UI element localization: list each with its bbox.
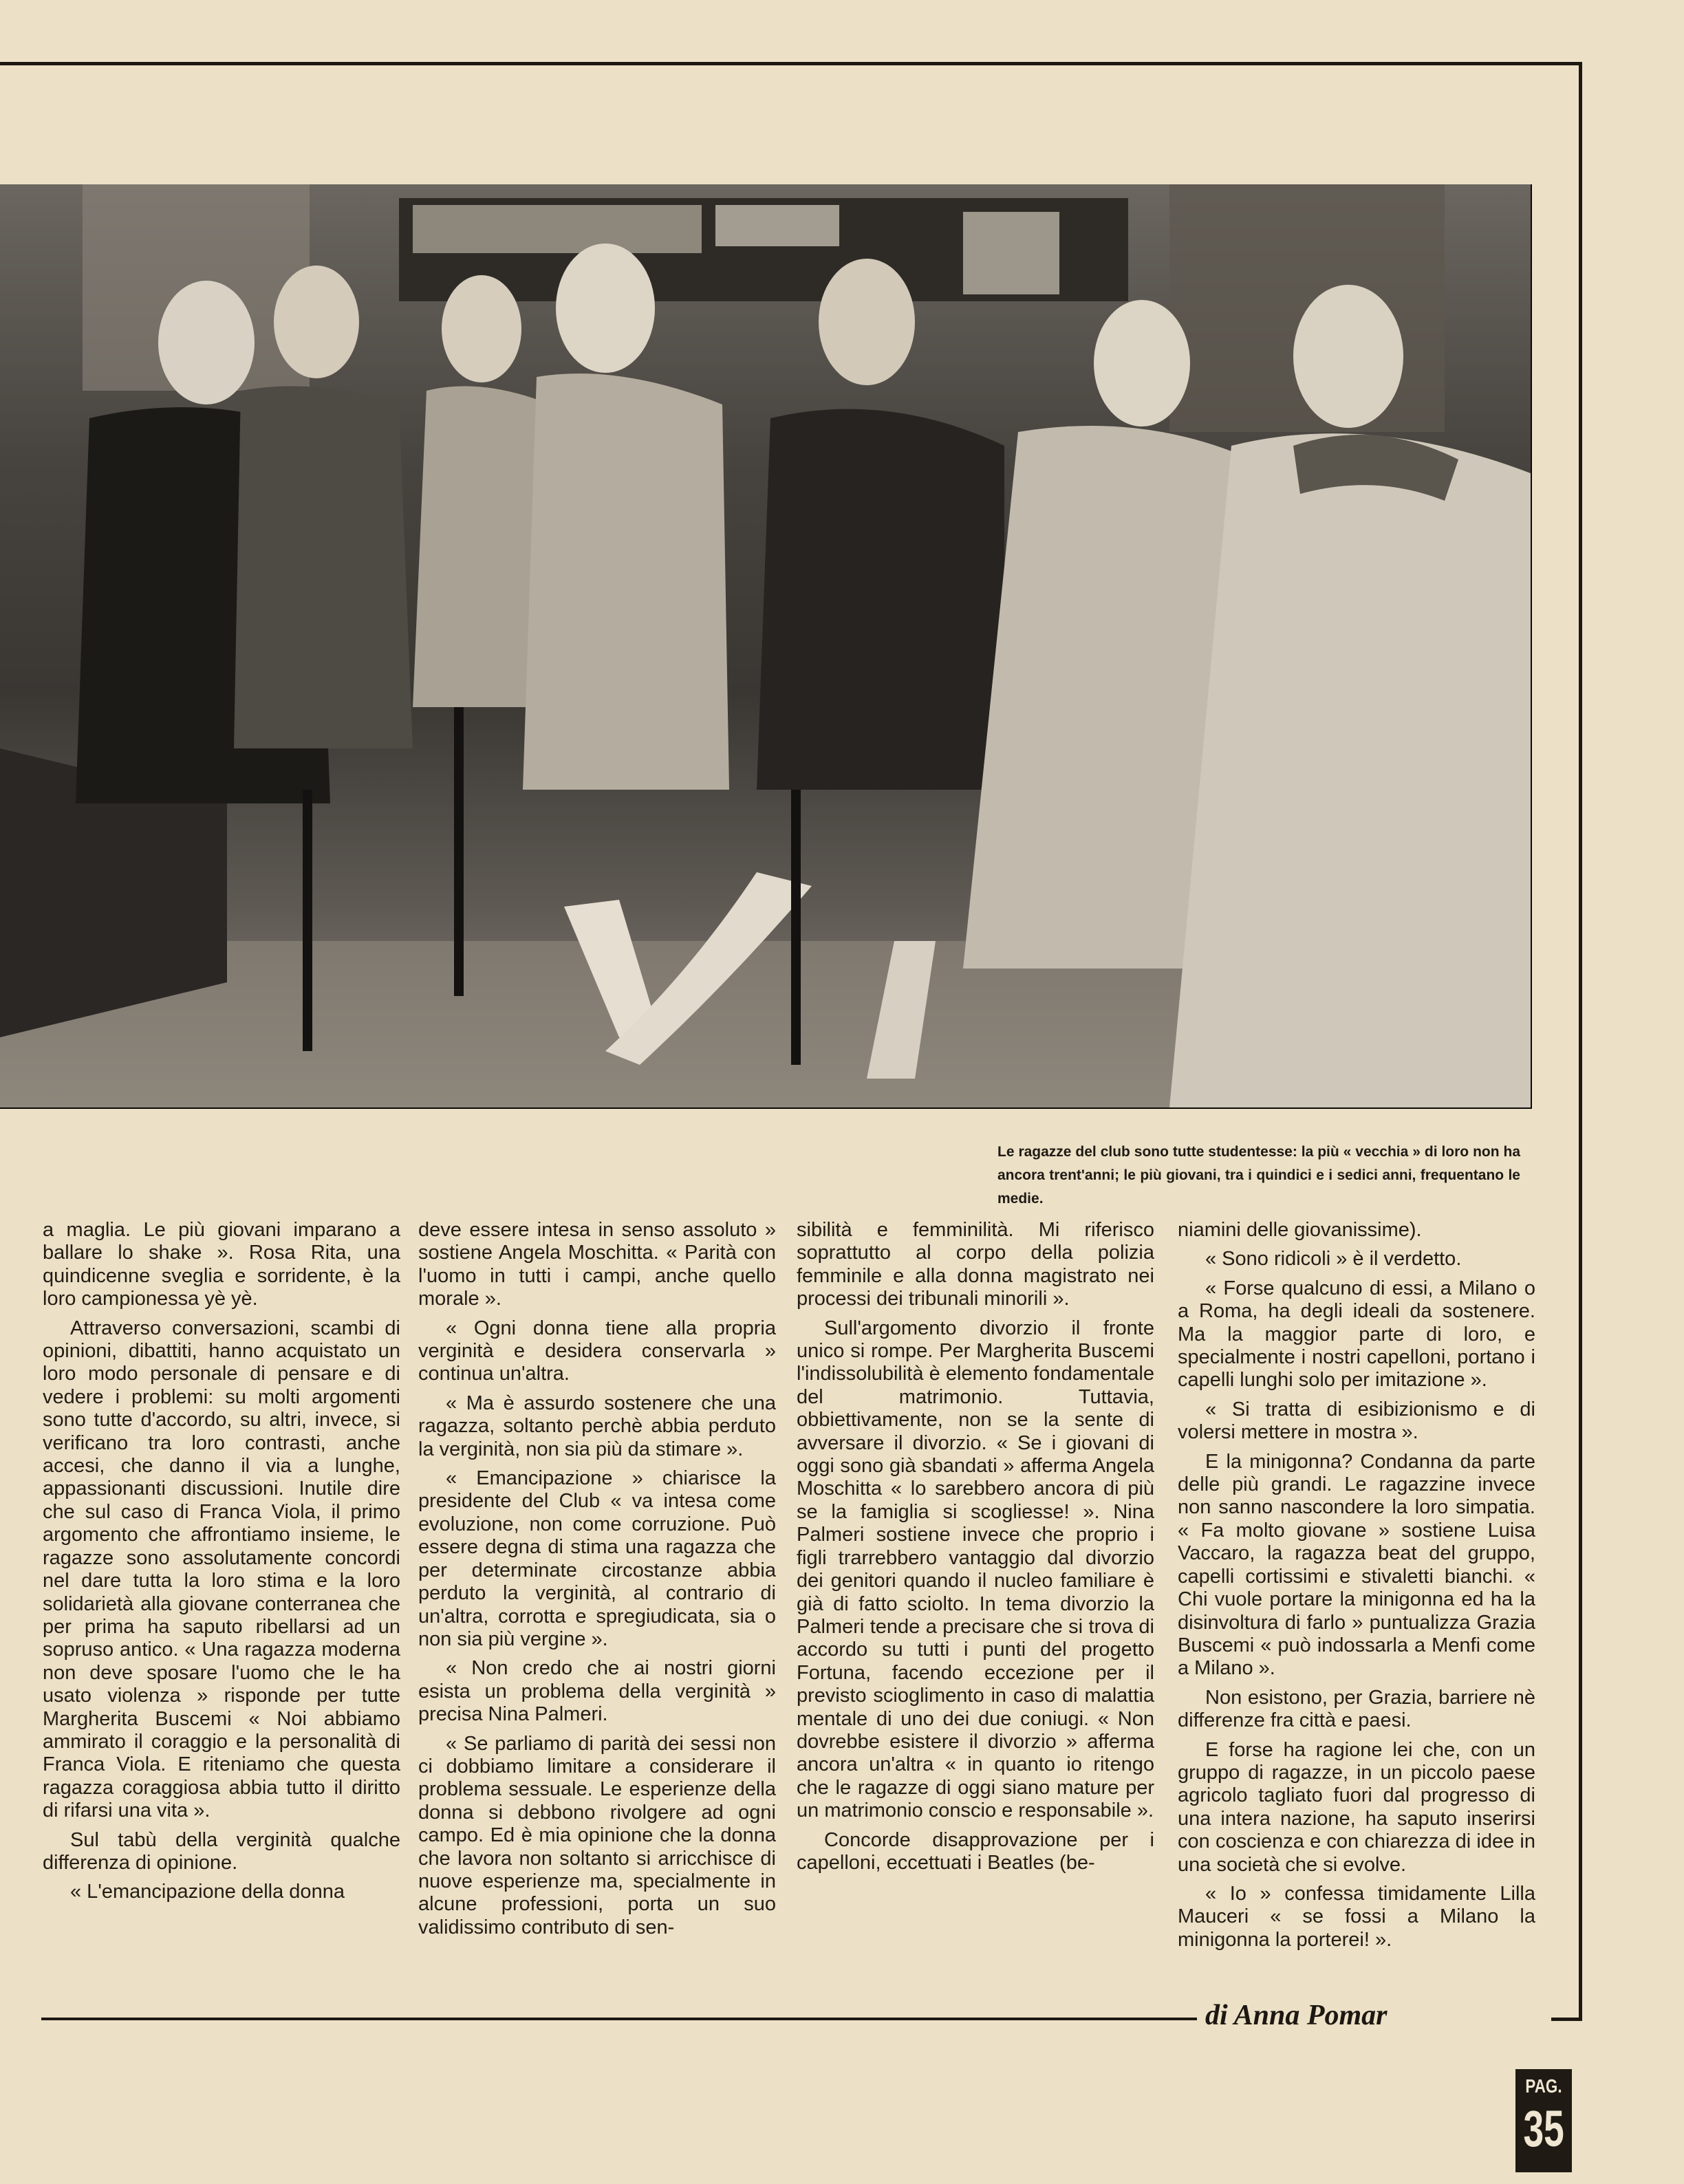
article-column-4: [1178, 1219, 1535, 1958]
paragraph: E la minigonna? Condanna da parte delle più grandi. Le ragazzine invece non sanno nascondere la loro simpatia. « Fa molto giovane » sostiene Luisa Vaccaro, la ragazza beat del gruppo, capelli cortissimi e stivaletti bianchi. « Chi vuole portare la minigonna ed ha la disinvoltura di farlo » puntualizza Grazia Buscemi « può indossarla a Menfi come a Milano ».: [1178, 1450, 1535, 1680]
paragraph: Attraverso conversazioni, scambi di opinioni, dibattiti, hanno acquistato un loro modo personale di pensare e di vedere i problemi: su molti argomenti sono tutte d'accordo, su altri, invece, si verificano tra loro contrasti, anche accesi, che danno il via a lunghe, appassionanti discussioni. Inutile dire che sul caso di Franca Viola, il primo argomento che affrontiamo insieme, le ragazze sono assolutamente concordi nel dare tutta la loro stima e la loro solidarietà alla giovane conterranea che per prima ha saputo ribellarsi ad un sopruso antico. « Una ragazza moderna non deve sposare l'uomo che le ha usato violenza » risponde per tutte Margherita Buscemi « Noi abbiamo ammirato il coraggio e la personalità di Franca Viola. E riteniamo che questa ragazza coraggiosa abbia tutto il diritto di rifarsi una vita ».: [43, 1317, 400, 1822]
paragraph: « Non credo che ai nostri giorni esista un problema della verginità » precisa Nina Palmeri.: [418, 1657, 776, 1726]
figure-body: [1169, 433, 1531, 1107]
author-byline: di Anna Pomar: [1205, 2000, 1388, 2031]
chair-leg: [791, 790, 801, 1065]
paragraph: « Si tratta di esibizionismo e di volersi mettere in mostra ».: [1178, 1398, 1535, 1444]
paragraph: sibilità e femminilità. Mi riferisco soprattutto al corpo della polizia femminile e alla donna magistrato nei processi dei tribunali minorili ».: [797, 1219, 1154, 1310]
page-label: PAG.: [1525, 2075, 1562, 2097]
frame-rule-top: [0, 62, 1582, 65]
figure-face: [1094, 300, 1190, 426]
paragraph: niamini delle giovanissime).: [1178, 1219, 1422, 1241]
paragraph: « Ogni donna tiene alla propria verginità e desidera conservarla » continua un'altra.: [418, 1317, 776, 1385]
group-photo-illustration: [0, 184, 1531, 1107]
paragraph: « Ma è assurdo sostenere che una ragazza, soltanto perchè abbia perduto la verginità, non sia più da stimare ».: [418, 1392, 776, 1460]
paragraph: « Sono ridicoli » è il verdetto.: [1205, 1248, 1462, 1271]
figure-face: [1293, 285, 1403, 428]
paragraph: Sull'argomento divorzio il fronte unico si rompe. Per Margherita Buscemi l'indissolubilità è elemento fondamentale del matrimonio. Tuttavia, obbiettivamente, non se la sente di avversare il divorzio. « Se i giovani di oggi sono già sbandati » afferma Angela Moschitta « lo sarebbero ancora di più se la famiglia si scogliesse! ». Nina Palmeri sostiene invece che proprio i figli trarrebbero vantaggio dal divorzio dei genitori quando il nucleo familiare è già di fatto sciolto. In tema divorzio la Palmeri tende a precisare che si trova di accordo su tutti i punti del progetto Fortuna, facendo eccezione per il previsto scioglimento in caso di malattia mentale di uno dei due coniugi. « Non dovrebbe esistere il divorzio » afferma ancora un'altra « in quanto io ritengo che le ragazze di oggi siano mature per un matrimonio conscio e responsabile ».: [797, 1317, 1154, 1822]
figure-face: [556, 244, 655, 373]
paragraph: E forse ha ragione lei che, con un gruppo di ragazze, in un piccolo paese agricolo tagliato fuori dal progresso di una intera nazione, ha saputo inserirsi con coscienza e con chiarezza di idee in una società che si evolve.: [1178, 1738, 1535, 1876]
paragraph: « Forse qualcuno di essi, a Milano o a Roma, ha degli ideali da sostenere. Ma la maggior parte di loro, e specialmente i nostri capelloni, portano i capelli lunghi solo per imitazione ».: [1178, 1277, 1535, 1392]
paragraph: « Emancipazione » chiarisce la presidente del Club « va intesa come evoluzione, non come corruzione. Può essere degna di stima una ragazza che per determinate circostanze abbia perduto la verginità, al contrario di un'altra, corrotta e spregiudicata, sia o non sia più vergine ».: [418, 1467, 776, 1650]
article-column-1: [43, 1219, 400, 1910]
group-photo: [0, 184, 1532, 1109]
article-column-2: [418, 1219, 776, 1945]
page-number: 35: [1523, 2100, 1564, 2157]
paragraph: Non esistono, per Grazia, barriere nè differenze fra città e paesi.: [1178, 1686, 1535, 1732]
paragraph: Concorde disapprovazione per i capelloni, eccettuati i Beatles (be-: [797, 1828, 1154, 1874]
frame-rule-right: [1579, 62, 1582, 2021]
figure-face: [819, 259, 915, 385]
chair-leg: [303, 790, 312, 1051]
paragraph: Sul tabù della verginità qualche differenza di opinione.: [43, 1828, 400, 1874]
figure-body: [757, 409, 1004, 790]
paragraph: « Se parliamo di parità dei sessi non ci dobbiamo limitare a considerare il problema sessuale. Le esperienze della donna si debbono rivolgere ad ogni campo. Ed è mia opinione che la donna che lavora non soltanto si arricchisce di nuove esperienze ma, specialmente in alcune professioni, porta un suo validissimo contributo di sen-: [418, 1732, 776, 1938]
paragraph: deve essere intesa in senso assoluto » sostiene Angela Moschitta. « Parità con l'uomo in tutti i campi, anche quello morale ».: [418, 1219, 776, 1310]
paragraph: « L'emancipazione della donna: [70, 1881, 345, 1903]
frame-rule-bottom-right: [1551, 2018, 1582, 2021]
figure-face: [274, 266, 359, 378]
chair-leg: [454, 707, 464, 996]
photo-caption: Le ragazze del club sono tutte studentesse: la più « vecchia » di loro non ha ancora trent'anni; le più giovani, tra i quindici e i sedici anni, frequentano le medie.: [997, 1144, 1520, 1207]
books-row: [413, 205, 702, 253]
figure-body: [234, 386, 413, 748]
figure-face: [158, 281, 255, 404]
byline-rule: [41, 2018, 1197, 2020]
article-column-3: [797, 1219, 1154, 1881]
paragraph: « Io » confessa timidamente Lilla Mauceri « se fossi a Milano la minigonna la porterei! ».: [1178, 1882, 1535, 1951]
figure-face: [442, 275, 521, 382]
figure-body: [523, 374, 729, 790]
books-row: [715, 205, 839, 246]
page-number-box: [1515, 2069, 1572, 2172]
paragraph: a maglia. Le più giovani imparano a ballare lo shake ». Rosa Rita, una quindicenne sveglia e sorridente, è la loro campionessa yè yè.: [43, 1219, 400, 1310]
books-row: [963, 212, 1059, 294]
